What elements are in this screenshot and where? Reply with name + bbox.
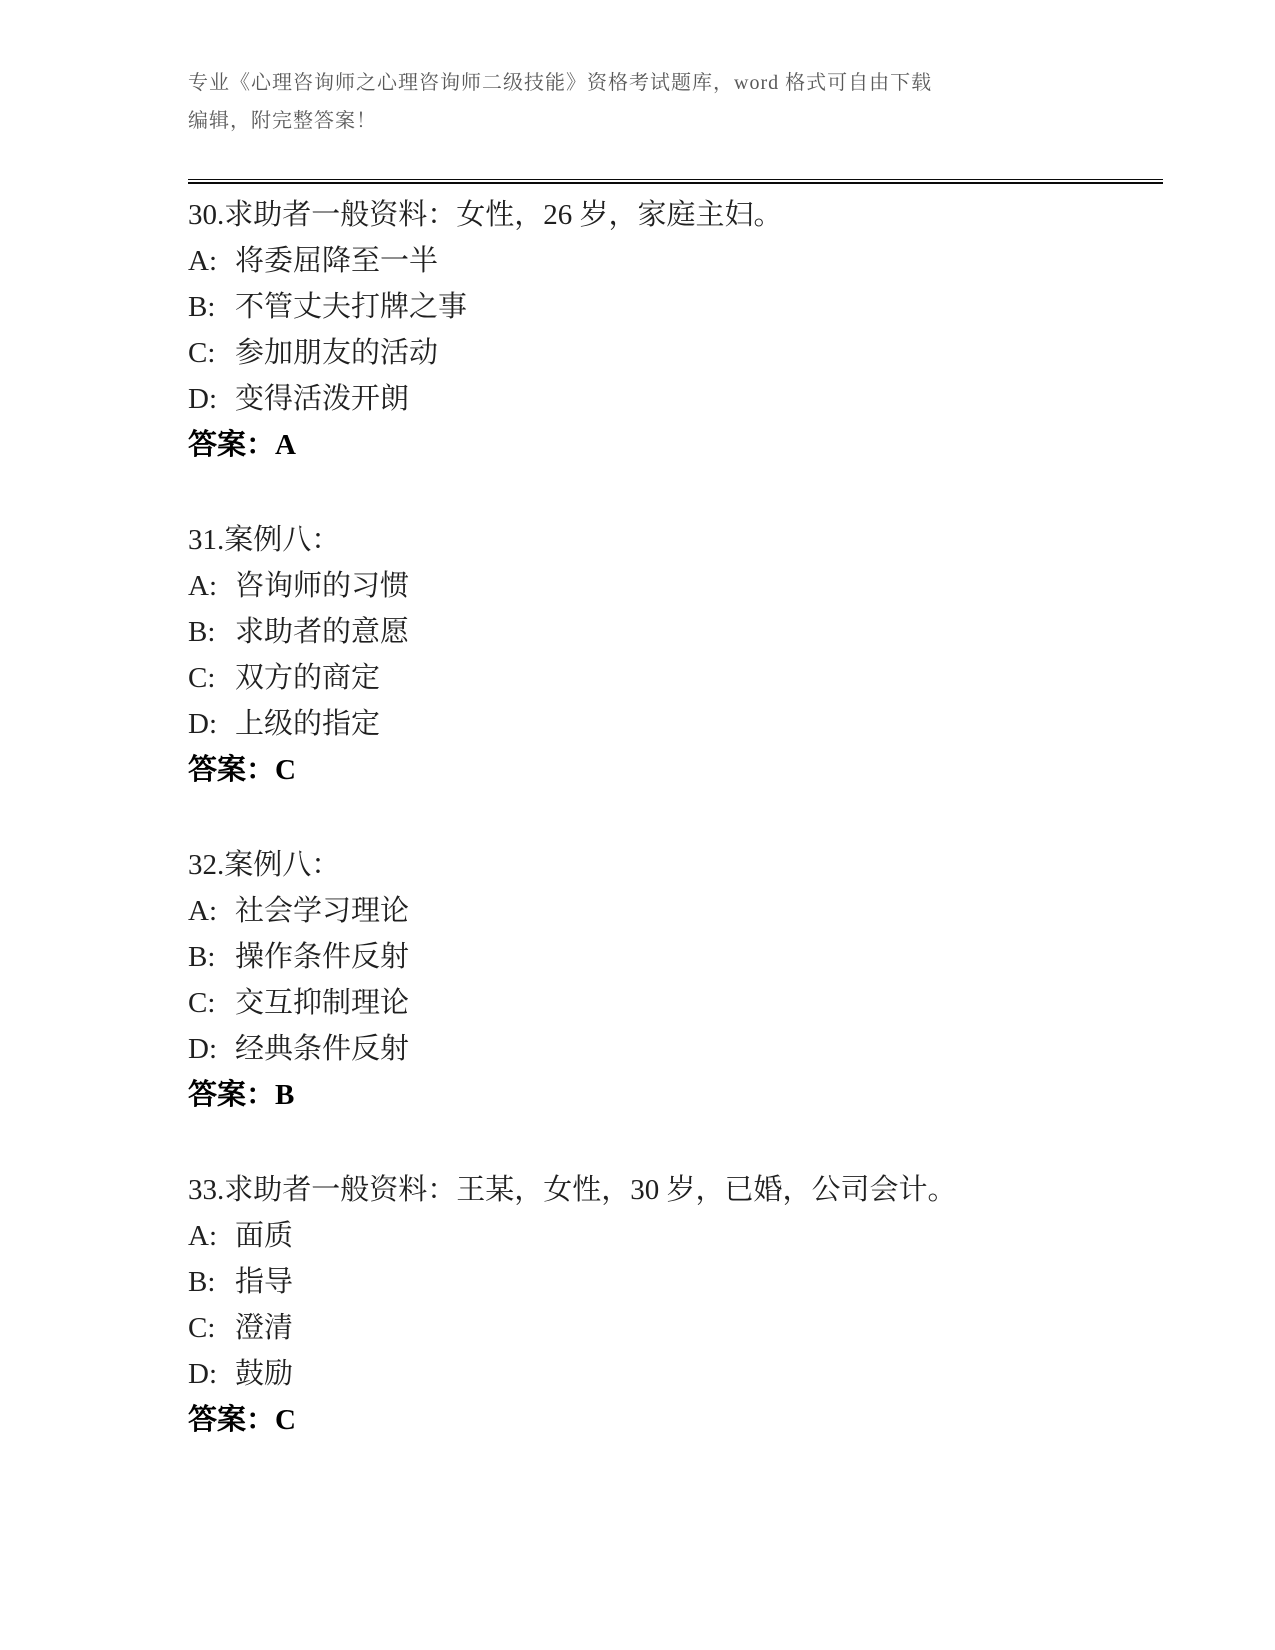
question-number: 33.: [188, 1174, 225, 1206]
option-label: C:: [188, 662, 216, 694]
answer-line: [188, 747, 1163, 793]
question-text: 案例八：: [224, 524, 341, 556]
answer-prefix: 答案：: [188, 1079, 276, 1111]
option-label: D:: [188, 383, 217, 415]
question-text-line: [188, 192, 1163, 238]
option-text: 不管丈夫打牌之事: [235, 291, 468, 323]
option-text: 指导: [235, 1266, 294, 1298]
question-list: [188, 192, 1163, 1443]
question-block: [188, 192, 1163, 468]
option-text: 经典条件反射: [235, 1033, 410, 1065]
question-number: 31.: [188, 524, 225, 556]
option-text: 咨询师的习惯: [235, 570, 410, 602]
answer-value: A: [275, 429, 296, 461]
option-line-d: [188, 701, 1163, 747]
option-text: 参加朋友的活动: [235, 337, 439, 369]
option-line-c: [188, 1305, 1163, 1351]
option-line-a: [188, 888, 1163, 934]
option-text: 将委屈降至一半: [235, 245, 439, 277]
option-label: D:: [188, 708, 217, 740]
option-label: C:: [188, 1312, 216, 1344]
answer-prefix: 答案：: [188, 1404, 276, 1436]
option-label: A:: [188, 245, 217, 277]
option-label: D:: [188, 1358, 217, 1390]
option-label: B:: [188, 616, 216, 648]
option-label: C:: [188, 987, 216, 1019]
answer-line: [188, 422, 1163, 468]
option-label: B:: [188, 291, 216, 323]
answer-value: B: [275, 1079, 295, 1111]
question-text-line: [188, 842, 1163, 888]
answer-line: [188, 1397, 1163, 1443]
option-label: A:: [188, 1220, 217, 1252]
option-line-c: [188, 980, 1163, 1026]
option-line-c: [188, 655, 1163, 701]
question-text: 求助者一般资料：王某，女性，30 岁，已婚，公司会计。: [224, 1174, 957, 1206]
option-text: 上级的指定: [235, 708, 381, 740]
header-text-line-2: 编辑，附完整答案！: [188, 110, 377, 132]
option-line-d: [188, 1351, 1163, 1397]
option-text: 面质: [235, 1220, 294, 1252]
question-block: [188, 1167, 1163, 1443]
document-header: [188, 64, 1163, 140]
answer-value: C: [275, 754, 296, 786]
option-line-b: [188, 609, 1163, 655]
option-line-d: [188, 1026, 1163, 1072]
option-line-b: [188, 284, 1163, 330]
option-label: B:: [188, 1266, 216, 1298]
option-line-d: [188, 376, 1163, 422]
option-line-a: [188, 238, 1163, 284]
option-text: 澄清: [235, 1312, 294, 1344]
option-label: A:: [188, 570, 217, 602]
question-text-line: [188, 517, 1163, 563]
option-label: B:: [188, 941, 216, 973]
option-label: D:: [188, 1033, 217, 1065]
option-line-a: [188, 563, 1163, 609]
option-text: 变得活泼开朗: [235, 383, 410, 415]
answer-value: C: [275, 1404, 296, 1436]
header-text-line-1: 专业《心理咨询师之心理咨询师二级技能》资格考试题库，word 格式可自由下载: [188, 72, 933, 94]
answer-prefix: 答案：: [188, 429, 276, 461]
header-divider-rule: [188, 179, 1163, 184]
option-label: C:: [188, 337, 216, 369]
option-text: 交互抑制理论: [235, 987, 410, 1019]
option-text: 社会学习理论: [235, 895, 410, 927]
question-text-line: [188, 1167, 1163, 1213]
option-line-c: [188, 330, 1163, 376]
answer-line: [188, 1072, 1163, 1118]
question-block: [188, 842, 1163, 1118]
question-number: 32.: [188, 849, 225, 881]
option-line-b: [188, 934, 1163, 980]
option-label: A:: [188, 895, 217, 927]
question-text: 案例八：: [224, 849, 341, 881]
option-text: 求助者的意愿: [235, 616, 410, 648]
option-text: 操作条件反射: [235, 941, 410, 973]
option-line-a: [188, 1213, 1163, 1259]
option-text: 鼓励: [235, 1358, 294, 1390]
answer-prefix: 答案：: [188, 754, 276, 786]
option-text: 双方的商定: [235, 662, 381, 694]
option-line-b: [188, 1259, 1163, 1305]
question-number: 30.: [188, 199, 225, 231]
question-block: [188, 517, 1163, 793]
question-text: 求助者一般资料：女性，26 岁，家庭主妇。: [224, 199, 783, 231]
